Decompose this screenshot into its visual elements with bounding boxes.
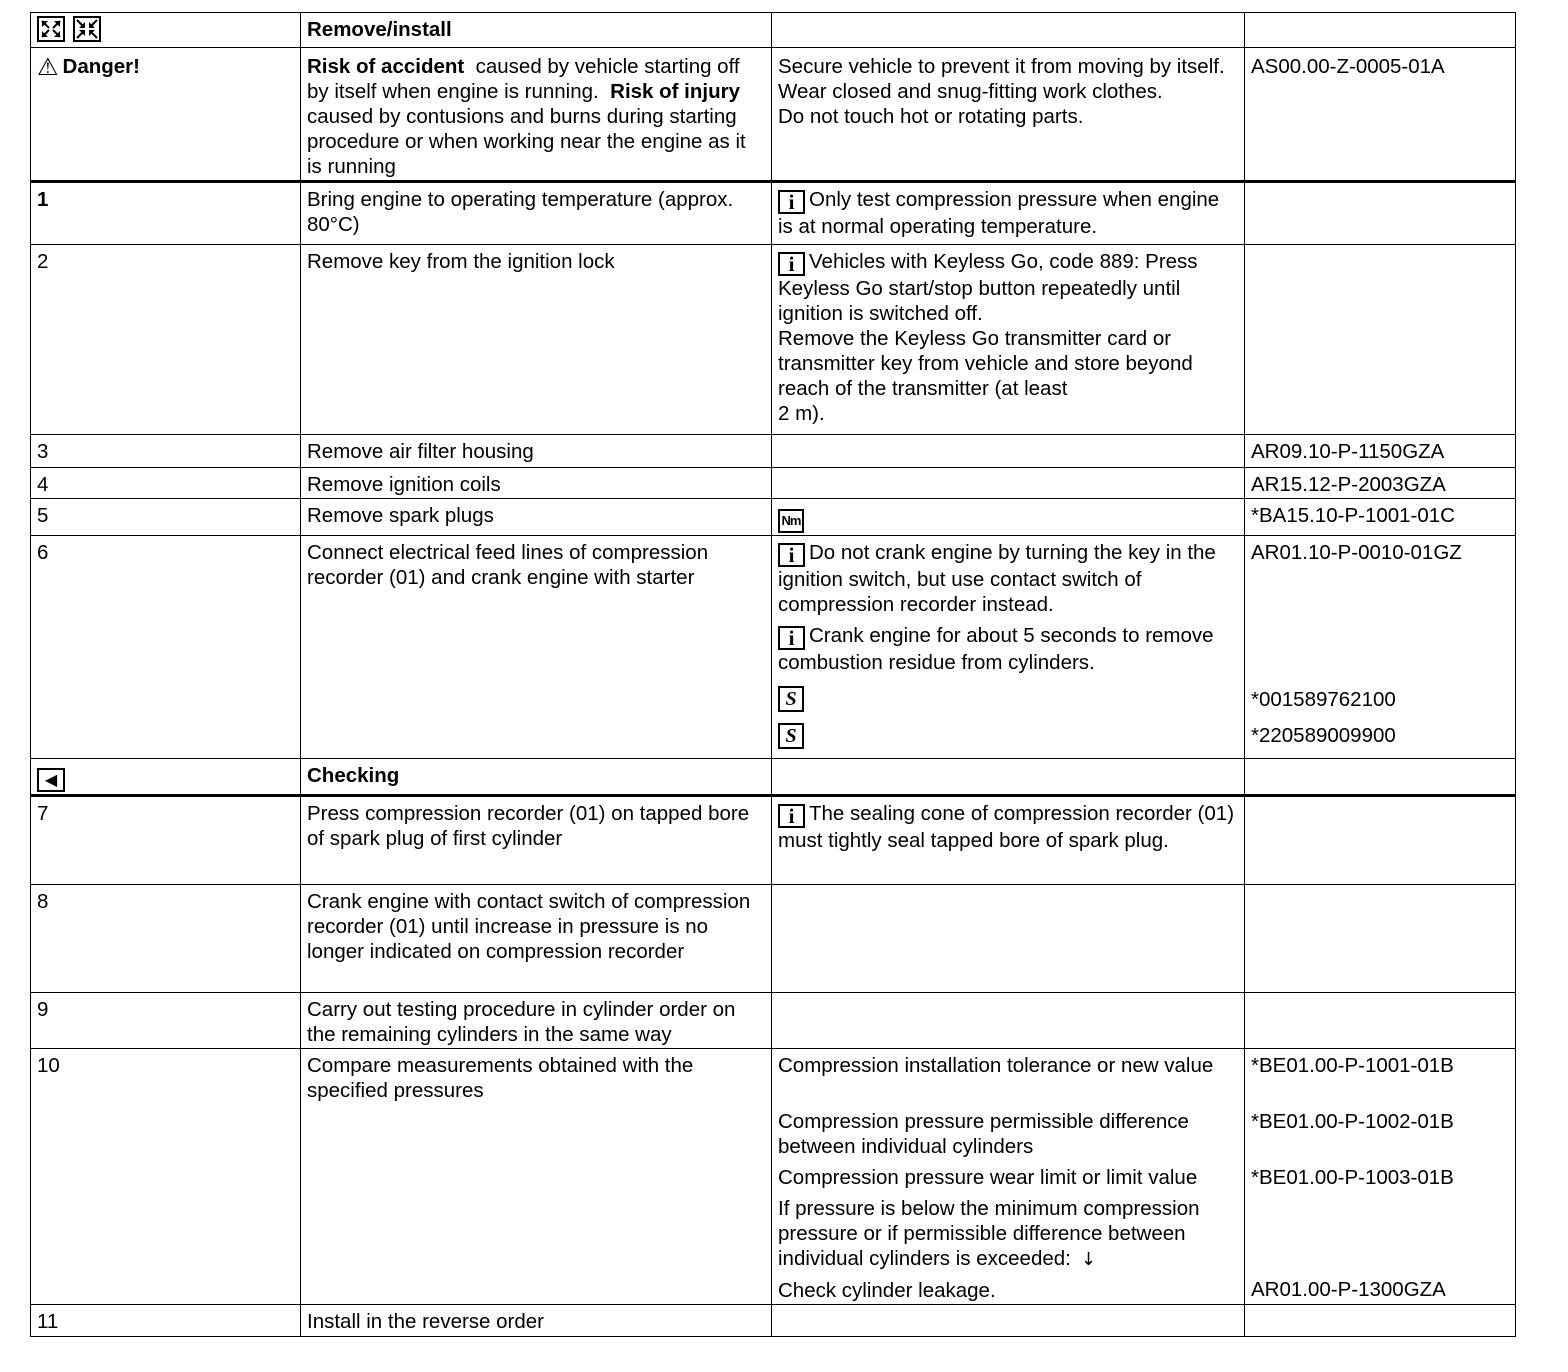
empty-cell [1245,1305,1516,1337]
special-tool-icon[interactable]: S [778,723,804,749]
risk-injury-text: caused by contusions and burns during starting procedure or when working near the engine as it is running [307,105,746,178]
step-text: Install in the reverse order [301,1305,772,1337]
section-icons-cell [31,13,301,48]
info-icon: i [778,190,805,214]
risk-accident-label: Risk of accident [307,55,465,78]
reference-link[interactable]: *BE01.00-P-1003-01B [1251,1166,1454,1189]
step-number: 11 [31,1305,301,1337]
note-text: Only test compression pressure when engine is at normal operating temperature. [778,188,1220,238]
step-number: 2 [31,245,301,435]
step-ref [1245,182,1516,245]
step-text: Connect electrical feed lines of compression recorder (01) and crank engine with starter [301,536,772,759]
step-note-cell [772,536,1245,759]
danger-label: Danger! [62,55,140,78]
risk-injury-label: Risk of injury [610,80,740,103]
empty-cell [772,13,1245,48]
reference-link[interactable]: *BA15.10-P-1001-01C [1251,504,1455,527]
note-text: Crank engine for about 5 seconds to remove combustion residue from cylinders. [778,624,1214,674]
step-note-cell [772,182,1245,245]
step-number: 4 [31,468,301,499]
table-row [31,468,1516,499]
procedure-table [30,12,1516,1337]
step-number: 1 [31,182,301,245]
empty-cell [772,1305,1245,1337]
step-number: 8 [31,885,301,993]
table-row [31,1305,1516,1337]
table-row [31,499,1516,536]
empty-cell [772,885,1245,993]
step-text: Carry out testing procedure in cylinder order on the remaining cylinders in the same way [301,993,772,1049]
danger-risk-cell [301,48,772,182]
step-ref [1245,245,1516,435]
step-number: 5 [31,499,301,536]
measure-text: Do not touch hot or rotating parts. [778,105,1084,128]
info-icon: i [778,626,805,650]
warning-triangle-icon: ⚠ [37,53,59,81]
table-row [31,182,1516,245]
step-note-cell [772,499,1245,536]
table-row [31,536,1516,759]
table-row [31,993,1516,1049]
empty-cell [1245,885,1516,993]
step-number: 3 [31,435,301,468]
empty-cell [772,759,1245,796]
risk-accident-text: caused by vehicle starting off by itself when engine is running. [307,55,746,103]
info-icon: i [778,543,805,567]
reference-link[interactable]: AR01.10-P-0010-01GZ [1251,541,1462,564]
step-number: 10 [31,1049,301,1305]
spec-list-cell [772,1049,1245,1305]
step-number: 6 [31,536,301,759]
section-title: Checking [301,759,772,796]
reference-link[interactable]: AR01.00-P-1300GZA [1251,1278,1446,1301]
note-text: Remove the Keyless Go transmitter card or transmitter key from vehicle and store beyond reach of the transmitter (at least [778,327,1193,400]
spec-text: Compression pressure wear limit or limit value [778,1166,1198,1189]
condition-text: If pressure is below the minimum compression pressure or if permissible difference between individual cylinders is exceeded: [778,1197,1200,1270]
step-text: Bring engine to operating temperature (approx. 80°C) [301,182,772,245]
collapse-icon[interactable] [73,16,101,42]
step-number: 7 [31,796,301,885]
step-ref [1245,468,1516,499]
step-text: Remove spark plugs [301,499,772,536]
step-ref-cell [1245,536,1516,759]
section-icon-cell [31,759,301,796]
note-text: 2 m). [778,402,825,425]
step-note-cell [772,245,1245,435]
danger-row [31,48,1516,182]
empty-cell [772,468,1245,499]
step-note-cell [772,796,1245,885]
reference-link[interactable]: *BE01.00-P-1002-01B [1251,1110,1454,1133]
empty-cell [772,435,1245,468]
note-text: Vehicles with Keyless Go, code 889: Press Keyless Go start/stop button repeatedly until ignition is switched off. [778,250,1198,325]
section-header-remove-install [31,13,1516,48]
reference-link[interactable]: AR15.12-P-2003GZA [1251,473,1446,496]
danger-label-cell [31,48,301,182]
measure-text: Wear closed and snug-fitting work clothes. [778,80,1163,103]
arrow-down-icon: ↓ [1080,1249,1096,1270]
table-row [31,245,1516,435]
empty-cell [1245,13,1516,48]
reference-link[interactable]: AR09.10-P-1150GZA [1251,440,1445,463]
step-text: Remove key from the ignition lock [301,245,772,435]
table-row [31,1049,1516,1305]
table-row [31,885,1516,993]
special-tool-icon[interactable]: S [778,686,804,712]
empty-cell [772,993,1245,1049]
step-ref [1245,435,1516,468]
danger-reference [1245,48,1516,182]
step-ref [1245,796,1516,885]
expand-icon[interactable] [37,16,65,42]
danger-measures-cell [772,48,1245,182]
note-text: Do not crank engine by turning the key in the ignition switch, but use contact switch of compression recorder instead. [778,541,1216,616]
info-icon: i [778,252,805,276]
measure-text: Secure vehicle to prevent it from moving by itself. [778,55,1225,78]
step-text: Remove air filter housing [301,435,772,468]
empty-cell [1245,759,1516,796]
reference-link[interactable]: *BE01.00-P-1001-01B [1251,1054,1454,1077]
table-row [31,435,1516,468]
step-number: 9 [31,993,301,1049]
torque-nm-icon[interactable]: Nm [778,509,804,533]
empty-cell [1245,993,1516,1049]
spec-text: Compression installation tolerance or new value [778,1054,1214,1077]
tool-reference-link[interactable]: *220589009900 [1251,724,1396,747]
reference-link[interactable]: AS00.00-Z-0005-01A [1251,55,1445,78]
spec-text: Compression pressure permissible difference between individual cylinders [778,1110,1189,1158]
step-text: Remove ignition coils [301,468,772,499]
spec-text: Check cylinder leakage. [778,1279,996,1302]
step-text: Compare measurements obtained with the specified pressures [301,1049,772,1305]
spec-ref-cell [1245,1049,1516,1305]
table-row [31,796,1516,885]
step-text: Crank engine with contact switch of compression recorder (01) until increase in pressure is no longer indicated on compression recorder [301,885,772,993]
section-title: Remove/install [301,13,772,48]
checking-icon[interactable]: ◀ [37,768,65,792]
step-ref [1245,499,1516,536]
note-text: The sealing cone of compression recorder (01) must tightly seal tapped bore of spark plug. [778,802,1235,852]
tool-reference-link[interactable]: *001589762100 [1251,688,1396,711]
section-header-checking [31,759,1516,796]
info-icon: i [778,804,805,828]
step-text: Press compression recorder (01) on tapped bore of spark plug of first cylinder [301,796,772,885]
